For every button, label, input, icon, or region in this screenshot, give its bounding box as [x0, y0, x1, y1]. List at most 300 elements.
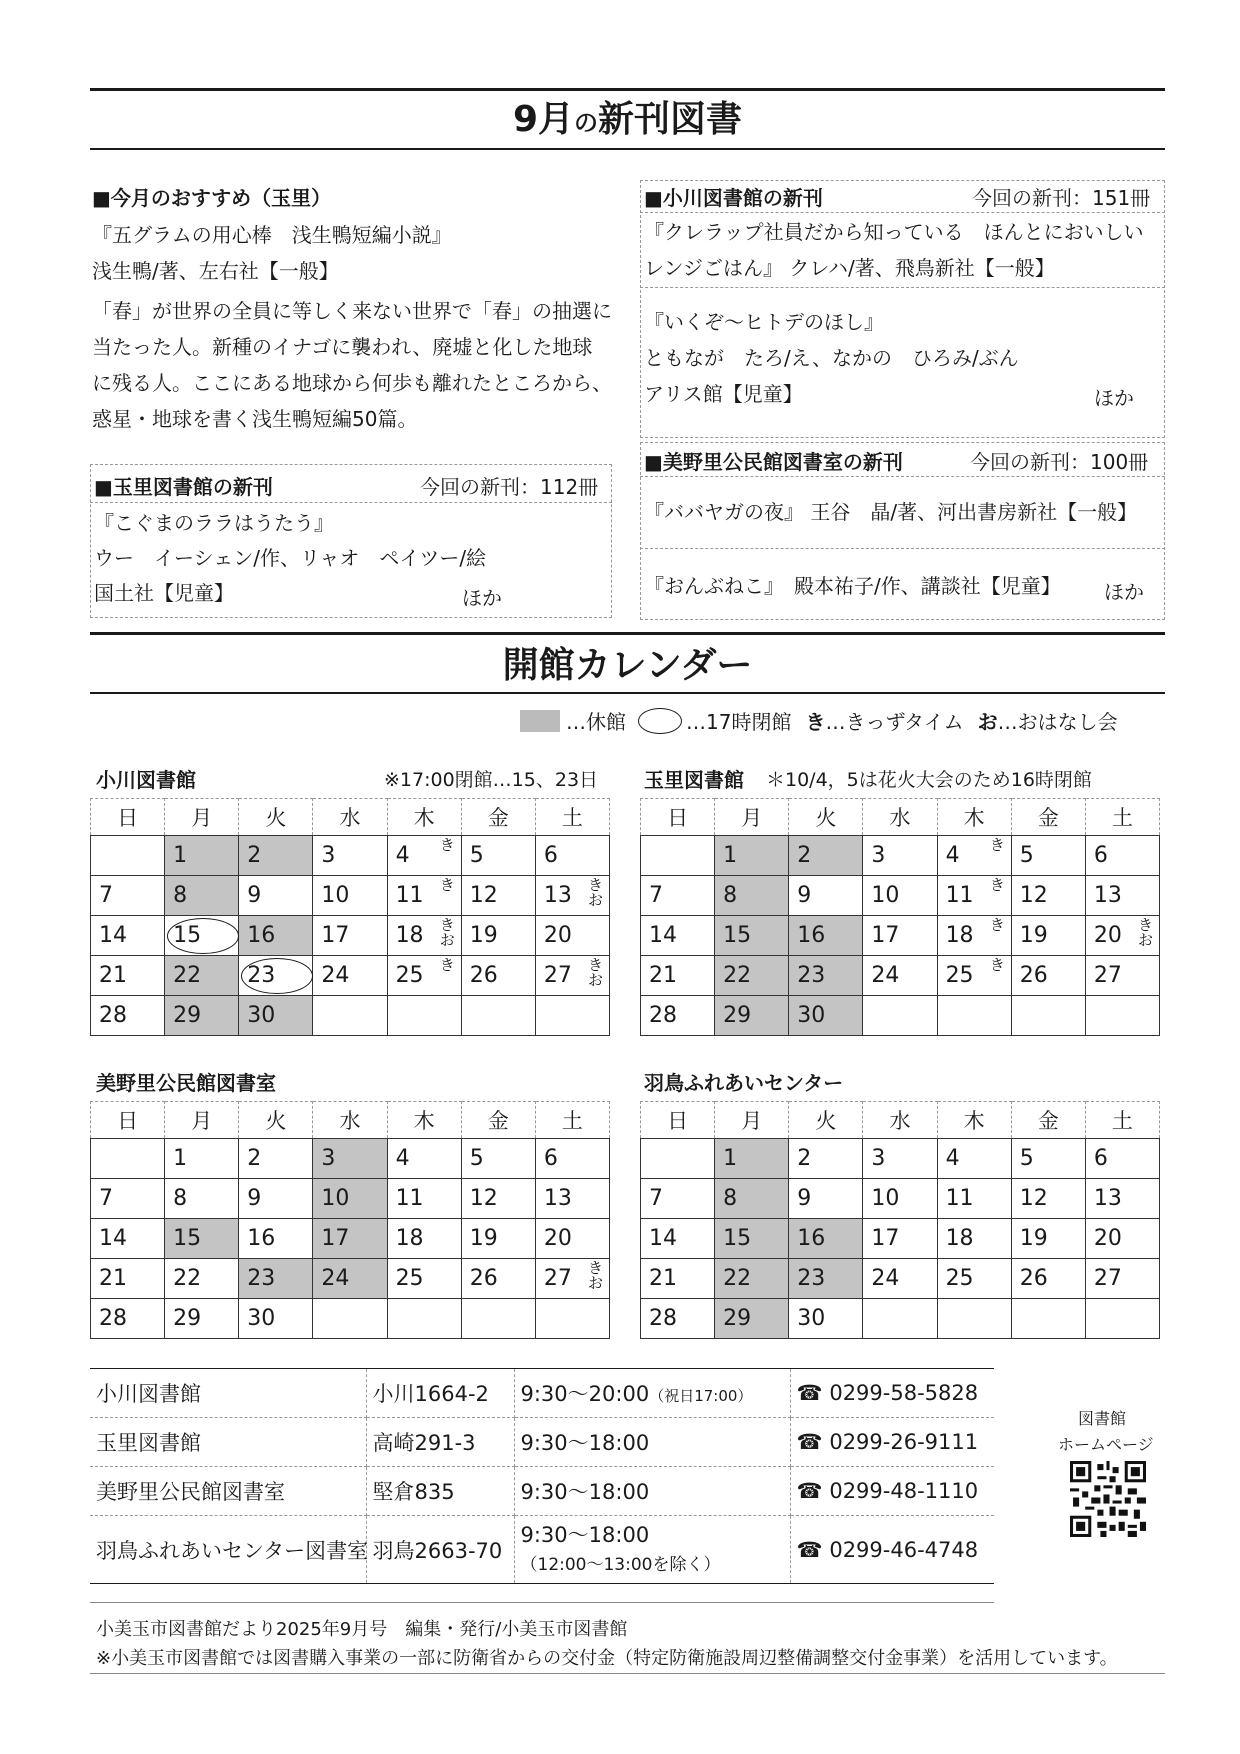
weekday-label: 月	[715, 1102, 789, 1139]
calendar-day	[387, 1259, 461, 1299]
calendar-week-row	[641, 996, 1160, 1036]
calendar-day-number: 27	[1093, 963, 1122, 988]
calendar-day-number: 3	[321, 1146, 336, 1171]
cal-ogawa-note: ※17:00閉館…15、23日	[384, 769, 599, 791]
calendar-day	[461, 876, 535, 916]
calendar-day-number: 13	[543, 1186, 572, 1211]
calendar-day	[239, 1179, 313, 1219]
ogawa-new-book2-line2: ともなが たろ/え、なかの ひろみ/ぶん	[644, 346, 1019, 370]
calendar-day	[165, 996, 239, 1036]
calendar-day-number: 25	[395, 963, 424, 988]
ogawa-new-book2-line3: アリス館【児童】	[644, 382, 803, 406]
tamari-new-line-3: 国土社【児童】	[94, 581, 234, 605]
calendar-day-number: 4	[945, 1146, 960, 1171]
calendar-day	[91, 1179, 165, 1219]
recommend-desc-4: 惑星・地球を書く浅生鴨短編50篇。	[92, 407, 418, 431]
calendar-day	[1085, 1259, 1159, 1299]
event-mark: き	[989, 956, 1005, 974]
calendar-day-number: 30	[797, 1306, 826, 1331]
calendar-day-number: 28	[99, 1306, 127, 1331]
calendar-day	[1085, 1219, 1159, 1259]
calendar-day	[461, 1179, 535, 1219]
calendar-empty-cell	[535, 1299, 609, 1339]
calendar-day	[863, 1179, 937, 1219]
tamari-new-more: ほか	[462, 586, 502, 610]
tamari-new-heading: ■玉里図書館の新刊	[94, 475, 273, 499]
calendar-day	[1085, 1179, 1159, 1219]
info-tel: ☎ 0299-26-9111	[790, 1418, 994, 1467]
calendar-day-number: 17	[871, 923, 900, 948]
calendar-day-number: 25	[395, 1266, 424, 1291]
calendar-day	[789, 996, 863, 1036]
calendar-day-number: 8	[173, 883, 188, 908]
calendar-day-number: 19	[1019, 1226, 1048, 1251]
calendar-day-number: 1	[173, 843, 188, 868]
calendar-week-row	[641, 836, 1160, 876]
weekday-label: 木	[387, 1102, 461, 1139]
calendar-day	[165, 876, 239, 916]
calendar-day-number: 16	[797, 1226, 826, 1251]
early-close-oval	[241, 958, 313, 994]
calendar-day-number: 7	[649, 1186, 663, 1211]
calendar-day	[641, 1299, 715, 1339]
cal-tamari	[640, 798, 1160, 1036]
calendar-day	[535, 1139, 609, 1179]
calendar-day	[239, 1299, 313, 1339]
calendar-day-number: 15	[723, 1226, 752, 1251]
calendar-day-number: 13	[1093, 883, 1122, 908]
weekday-label: 金	[461, 799, 535, 836]
calendar-day	[165, 1299, 239, 1339]
legend-closed-swatch	[520, 710, 560, 732]
calendar-day	[387, 956, 461, 996]
calendar-day	[789, 956, 863, 996]
footer-top-rule	[90, 1602, 994, 1603]
weekday-label: 水	[863, 799, 937, 836]
calendar-day-number: 15	[723, 923, 752, 948]
calendar-day-number: 5	[469, 1146, 484, 1171]
calendar-day	[715, 876, 789, 916]
calendar-day-number: 23	[797, 1266, 826, 1291]
calendar-day-number: 29	[723, 1003, 752, 1028]
calendar-day-number: 30	[797, 1003, 826, 1028]
recommend-heading: ■今月のおすすめ（玉里）	[92, 186, 332, 210]
minori-new-book2: 『おんぶねこ』 殿本祐子/作、講談社【児童】	[644, 574, 1061, 598]
weekday-label: 土	[535, 1102, 609, 1139]
weekday-header-row	[641, 799, 1160, 836]
info-name: 美野里公民館図書室	[90, 1467, 366, 1516]
recommend-author: 浅生鴨/著、左右社【一般】	[92, 259, 339, 283]
calendar-day-number: 21	[649, 1266, 677, 1291]
calendar-empty-cell	[461, 996, 535, 1036]
legend	[520, 706, 1118, 735]
calendar-day-number: 5	[1019, 843, 1034, 868]
calendar-day	[91, 1219, 165, 1259]
calendar-day	[789, 1299, 863, 1339]
calendar-day-number: 21	[99, 963, 127, 988]
calendar-day	[1011, 1259, 1085, 1299]
weekday-label: 金	[1011, 1102, 1085, 1139]
event-mark: き	[439, 836, 455, 854]
tamari-new-line-2: ウー イーシェン/作、リャオ ペイツー/絵	[94, 546, 487, 570]
recommend-desc-1: 「春」が世界の全員に等しく来ない世界で「春」の抽選に	[92, 299, 612, 323]
weekday-header-row	[91, 1102, 610, 1139]
recommend-desc-3: に残る人。ここにある地球から何歩も離れたところから、	[92, 371, 612, 395]
calendar-week-row	[641, 876, 1160, 916]
calendar-day-number: 3	[321, 843, 336, 868]
calendar-day	[239, 1259, 313, 1299]
ogawa-new-book1-line1: 『クレラップ社員だから知っている ほんとにおいしい	[644, 220, 1144, 244]
calendar-day-number: 22	[723, 1266, 752, 1291]
calendar-day	[937, 916, 1011, 956]
calendar-day	[535, 1219, 609, 1259]
cal-tamari-title: 玉里図書館	[644, 768, 744, 792]
info-hours: 9:30～18:00	[514, 1467, 790, 1516]
calendar-day-number: 10	[871, 1186, 900, 1211]
calendar-empty-cell	[313, 996, 387, 1036]
minori-new-count: 今回の新刊：100冊	[970, 450, 1149, 474]
calendar-day	[1085, 876, 1159, 916]
calendar-day	[165, 1139, 239, 1179]
calendar-day	[641, 876, 715, 916]
weekday-label: 水	[863, 1102, 937, 1139]
footer-bottom-rule	[90, 1673, 1165, 1674]
calendar-day	[1085, 916, 1159, 956]
calendar-empty-cell	[91, 1139, 165, 1179]
event-mark: き お	[587, 956, 603, 989]
calendar-day-number: 8	[723, 883, 738, 908]
calendar-day	[863, 916, 937, 956]
calendar-day-number: 28	[99, 1003, 127, 1028]
weekday-label: 土	[535, 799, 609, 836]
calendar-day	[91, 956, 165, 996]
info-address: 高崎291-3	[366, 1418, 514, 1467]
info-name: 玉里図書館	[90, 1418, 366, 1467]
footer-line-2: ※小美玉市図書館では図書購入事業の一部に防衛省からの交付金（特定防衛施設周辺整備調整交付金事業）を活用しています。	[96, 1648, 1118, 1669]
info-hours-text: 9:30～20:00	[520, 1382, 650, 1406]
calendar-day-number: 2	[797, 1146, 812, 1171]
calendar-day	[461, 836, 535, 876]
ogawa-new-count: 今回の新刊：151冊	[972, 186, 1151, 210]
calendar-day	[313, 1259, 387, 1299]
calendar-empty-cell	[91, 836, 165, 876]
calendar-day	[1011, 956, 1085, 996]
calendar-week-row	[641, 1299, 1160, 1339]
footer-line-1: 小美玉市図書館だより2025年9月号 編集・発行/小美玉市図書館	[96, 1619, 628, 1640]
info-address: 堅倉835	[366, 1467, 514, 1516]
calendar-day-number: 22	[173, 963, 202, 988]
weekday-header-row	[641, 1102, 1160, 1139]
calendar-day	[715, 836, 789, 876]
calendar-day	[641, 1179, 715, 1219]
calendar-day-number: 24	[871, 963, 900, 988]
calendar-day-number: 26	[1019, 1266, 1048, 1291]
cal-hatori	[640, 1101, 1160, 1339]
calendar-day-number: 29	[173, 1306, 202, 1331]
info-row	[90, 1516, 994, 1584]
calendar-day-number: 16	[797, 923, 826, 948]
calendar-week-row	[91, 956, 610, 996]
calendar-day	[535, 876, 609, 916]
calendar-empty-cell	[863, 1299, 937, 1339]
weekday-label: 月	[165, 799, 239, 836]
calendar-day-number: 8	[173, 1186, 188, 1211]
minori-new-more: ほか	[1104, 580, 1144, 604]
weekday-label: 火	[789, 1102, 863, 1139]
tamari-new-line-1: 『こぐまのララはうたう』	[94, 511, 334, 535]
calendar-week-row	[91, 916, 610, 956]
calendar-day-number: 14	[99, 1226, 127, 1251]
calendar-day-number: 26	[469, 1266, 498, 1291]
ogawa-new-divider-2	[640, 287, 1165, 288]
calendar-day-number: 22	[723, 963, 752, 988]
calendar-day	[1011, 1139, 1085, 1179]
calendar-day	[1085, 1139, 1159, 1179]
calendar-day	[313, 1179, 387, 1219]
calendar-day-number: 9	[247, 883, 262, 908]
calendar-day	[1011, 876, 1085, 916]
event-mark: き お	[587, 876, 603, 909]
calendar-day	[165, 956, 239, 996]
calendar-day	[239, 876, 313, 916]
info-hours	[514, 1369, 790, 1418]
calendar-day-number: 2	[797, 843, 812, 868]
info-name: 羽鳥ふれあいセンター図書室	[90, 1516, 366, 1584]
calendar-day	[1011, 916, 1085, 956]
calendar-day	[641, 1259, 715, 1299]
weekday-label: 木	[387, 799, 461, 836]
calendar-day	[863, 956, 937, 996]
calendar-day	[789, 916, 863, 956]
event-mark: き お	[439, 916, 455, 949]
calendar-day-number: 4	[395, 1146, 410, 1171]
calendar-day-number: 20	[543, 923, 572, 948]
calendar-day	[239, 996, 313, 1036]
calendar-day	[937, 1259, 1011, 1299]
calendar-day	[91, 1299, 165, 1339]
calendar-day-number: 26	[1019, 963, 1048, 988]
calendar-day-number: 23	[247, 1266, 276, 1291]
calendar-day-number: 18	[945, 923, 974, 948]
calendar-day	[461, 1259, 535, 1299]
legend-o-mark: お	[977, 710, 998, 734]
weekday-label: 木	[937, 799, 1011, 836]
calendar-day	[715, 956, 789, 996]
calendar-day	[313, 876, 387, 916]
weekday-header-row	[91, 799, 610, 836]
calendar-day	[387, 836, 461, 876]
calendar-day	[715, 1259, 789, 1299]
qr-code-icon[interactable]	[1070, 1461, 1146, 1537]
calendar-day	[789, 876, 863, 916]
calendar-day-number: 27	[1093, 1266, 1122, 1291]
info-address: 羽鳥2663-70	[366, 1516, 514, 1584]
calendar-day-number: 13	[543, 883, 572, 908]
calendar-week-row	[91, 1259, 610, 1299]
calendar-day	[313, 1219, 387, 1259]
calendar-week-row	[641, 1139, 1160, 1179]
calendar-empty-cell	[535, 996, 609, 1036]
calendar-day	[239, 1219, 313, 1259]
calendar-day-number: 11	[395, 883, 424, 908]
calendar-empty-cell	[1085, 1299, 1159, 1339]
cal-minori-title: 美野里公民館図書室	[96, 1071, 276, 1095]
info-tel: ☎ 0299-48-1110	[790, 1467, 994, 1516]
calendar-day	[641, 1219, 715, 1259]
weekday-label: 火	[789, 799, 863, 836]
calendar-day	[91, 876, 165, 916]
event-mark: き	[439, 956, 455, 974]
calendar-day	[387, 1139, 461, 1179]
weekday-label: 日	[641, 799, 715, 836]
calendar-day	[91, 1259, 165, 1299]
recommend-book: 『五グラムの用心棒 浅生鴨短編小説』	[92, 223, 452, 247]
info-hours	[514, 1516, 790, 1584]
early-close-oval	[167, 918, 239, 954]
weekday-label: 日	[91, 799, 165, 836]
calendar-day	[239, 956, 313, 996]
info-tel: ☎ 0299-46-4748	[790, 1516, 994, 1584]
weekday-label: 木	[937, 1102, 1011, 1139]
minori-new-divider-1	[640, 476, 1165, 477]
calendar-empty-cell	[1085, 996, 1159, 1036]
calendar-day	[863, 1219, 937, 1259]
event-mark: き	[989, 876, 1005, 894]
calendar-day-number: 26	[469, 963, 498, 988]
calendar-day-number: 29	[723, 1306, 752, 1331]
calendar-week-row	[641, 1179, 1160, 1219]
calendar-day-number: 25	[945, 963, 974, 988]
info-hours-text: 9:30～18:00	[520, 1522, 650, 1547]
weekday-label: 金	[1011, 799, 1085, 836]
calendar-day-number: 28	[649, 1003, 677, 1028]
calendar-day	[461, 1139, 535, 1179]
calendar-day-number: 3	[871, 843, 886, 868]
weekday-label: 土	[1085, 799, 1159, 836]
calendar-day	[789, 1219, 863, 1259]
calendar-day-number: 28	[649, 1306, 677, 1331]
calendar-day-number: 6	[1093, 1146, 1108, 1171]
calendar-day-number: 22	[173, 1266, 202, 1291]
info-row	[90, 1467, 994, 1516]
calendar-day-number: 13	[1093, 1186, 1122, 1211]
calendar-day-number: 19	[469, 1226, 498, 1251]
calendar-day-number: 25	[945, 1266, 974, 1291]
calendar-day-number: 18	[395, 1226, 424, 1251]
calendar-day	[641, 916, 715, 956]
calendar-day-number: 2	[247, 843, 262, 868]
event-mark: き	[989, 836, 1005, 854]
calendar-day-number: 18	[395, 923, 424, 948]
calendar-day-number: 15	[173, 923, 202, 948]
calendar-day	[715, 1179, 789, 1219]
calendar-day	[387, 1219, 461, 1259]
info-row	[90, 1418, 994, 1467]
calendar-day-number: 17	[871, 1226, 900, 1251]
info-tel: ☎ 0299-58-5828	[790, 1369, 994, 1418]
top-rule	[90, 88, 1165, 91]
calendar-empty-cell	[1011, 996, 1085, 1036]
weekday-label: 水	[313, 1102, 387, 1139]
calendar-week-row	[91, 1179, 610, 1219]
calendar-empty-cell	[641, 836, 715, 876]
legend-early-oval	[638, 708, 682, 734]
calendar-day-number: 1	[723, 1146, 738, 1171]
calendar-day-number: 14	[649, 1226, 677, 1251]
weekday-label: 日	[91, 1102, 165, 1139]
calendar-day-number: 18	[945, 1226, 974, 1251]
calendar-day	[1011, 836, 1085, 876]
weekday-label: 月	[165, 1102, 239, 1139]
calendar-day-number: 24	[321, 1266, 350, 1291]
calendar-day-number: 20	[543, 1226, 572, 1251]
calendar-day	[313, 956, 387, 996]
calendar-day-number: 30	[247, 1306, 276, 1331]
calendar-day-number: 27	[543, 963, 572, 988]
calendar-day	[165, 916, 239, 956]
calendar-day-number: 4	[945, 843, 960, 868]
calendar-day	[313, 836, 387, 876]
legend-ki-label: …きっずタイム	[825, 710, 964, 734]
calendar-day-number: 7	[99, 1186, 113, 1211]
calendar-day	[641, 996, 715, 1036]
calendar-day	[461, 1219, 535, 1259]
calendar-day	[535, 956, 609, 996]
calendar-day-number: 12	[1019, 1186, 1048, 1211]
calendar-day	[239, 836, 313, 876]
info-hours-note: （12:00～13:00を除く）	[520, 1554, 721, 1575]
event-mark: き お	[587, 1259, 603, 1292]
calendar-day-number: 14	[649, 923, 677, 948]
calendar-day	[863, 1259, 937, 1299]
calendar-day-number: 27	[543, 1266, 572, 1291]
cal-minori	[90, 1101, 610, 1339]
calendar-day	[789, 836, 863, 876]
calendar-day-number: 29	[173, 1003, 202, 1028]
weekday-label: 水	[313, 799, 387, 836]
calendar-day-number: 7	[99, 883, 113, 908]
calendar-week-row	[91, 996, 610, 1036]
cal-ogawa-title: 小川図書館	[96, 768, 196, 792]
calendar-day-number: 1	[723, 843, 738, 868]
calendar-day-number: 12	[1019, 883, 1048, 908]
calendar-day-number: 20	[1093, 1226, 1122, 1251]
weekday-label: 日	[641, 1102, 715, 1139]
info-name: 小川図書館	[90, 1369, 366, 1418]
calendar-day-number: 6	[543, 1146, 558, 1171]
calendar-day-number: 10	[321, 883, 350, 908]
calendar-empty-cell	[387, 996, 461, 1036]
calendar-day-number: 21	[99, 1266, 127, 1291]
calendar-day	[863, 836, 937, 876]
calendar-day	[91, 996, 165, 1036]
calendar-day	[715, 1139, 789, 1179]
calendar-day-number: 30	[247, 1003, 276, 1028]
calendar-day	[239, 1139, 313, 1179]
calendar-day	[863, 876, 937, 916]
calendar-day	[165, 836, 239, 876]
calendar-week-row	[91, 876, 610, 916]
calendar-empty-cell	[1011, 1299, 1085, 1339]
calendar-day	[1085, 956, 1159, 996]
cal-ogawa	[90, 798, 610, 1036]
calendar-day	[239, 916, 313, 956]
calendar-day	[387, 916, 461, 956]
calendar-day	[1011, 1179, 1085, 1219]
minori-new-divider-2	[640, 548, 1165, 549]
calendar-day-number: 11	[395, 1186, 424, 1211]
qr-label-2: ホームページ	[1058, 1435, 1154, 1454]
